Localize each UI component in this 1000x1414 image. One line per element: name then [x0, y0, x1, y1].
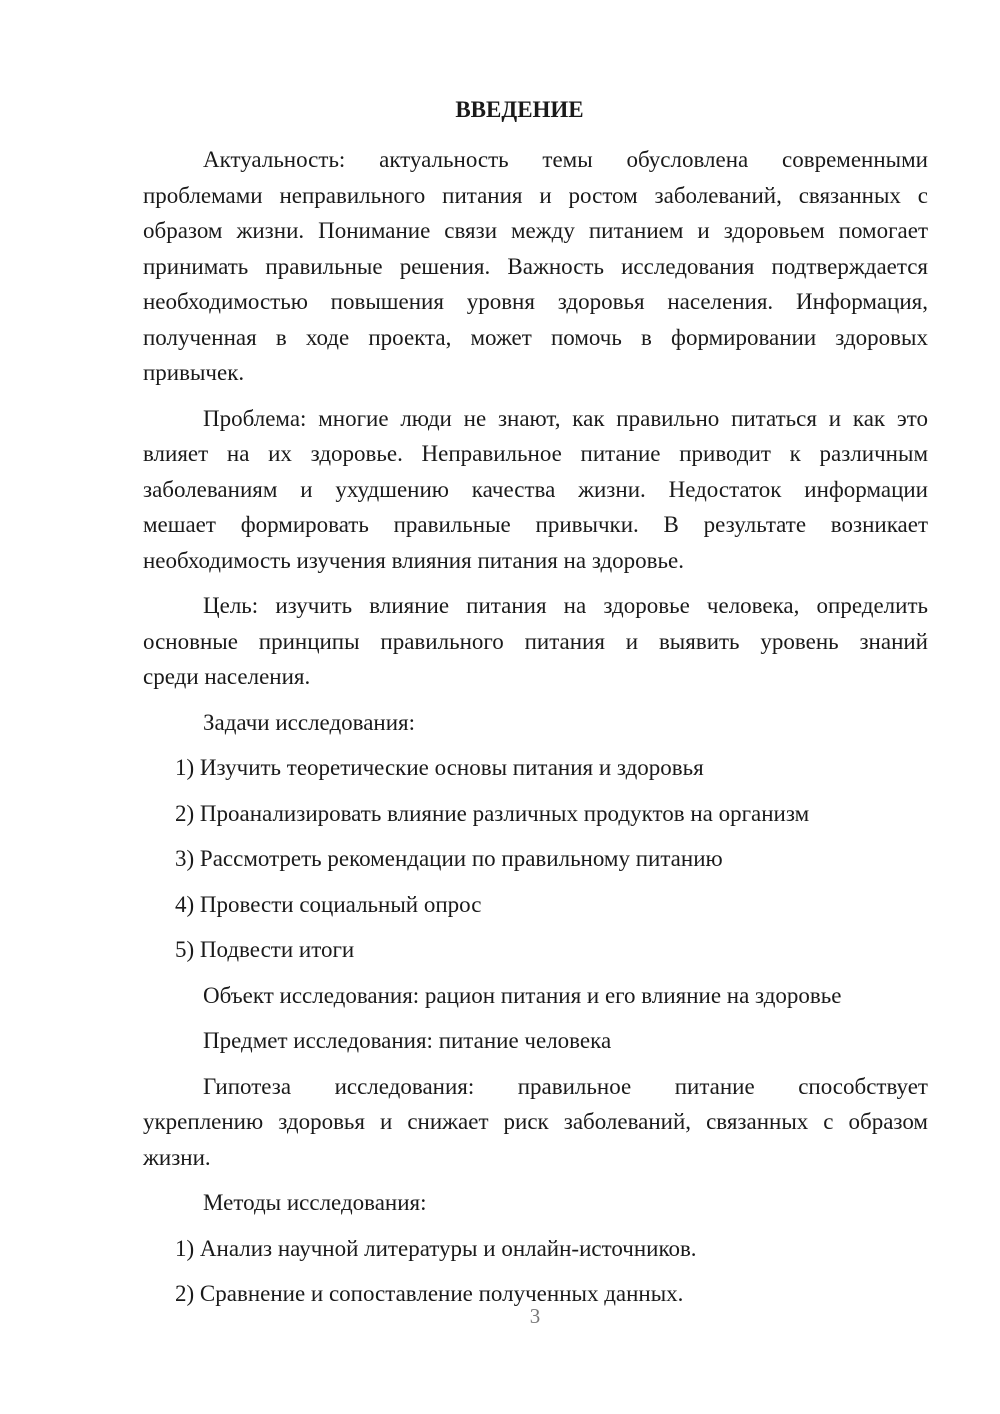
- text-line: укреплению здоровья и снижает риск заболеваний, связанных с образом: [143, 1109, 928, 1134]
- tasks-heading: [143, 705, 928, 741]
- text-line: проблемами неправильного питания и ростом заболеваний, связанных с: [143, 182, 928, 208]
- text-line: 2) Проанализировать влияние различных продуктов на организм: [175, 800, 810, 826]
- text-line: Гипотеза исследования: правильное питание способствует: [203, 1073, 928, 1099]
- problem-paragraph: [143, 401, 928, 579]
- hypothesis-paragraph: [143, 1069, 928, 1176]
- text-line: 1) Анализ научной литературы и онлайн-источников.: [175, 1235, 697, 1261]
- task-item: [143, 841, 928, 877]
- text-line: Цель: изучить влияние питания на здоровье человека, определить: [203, 593, 928, 618]
- text-line: образом жизни. Понимание связи между питанием и здоровьем помогает: [143, 218, 928, 243]
- text-line: Задачи исследования:: [203, 709, 416, 735]
- subject-paragraph: [143, 1023, 928, 1059]
- task-item: [143, 932, 928, 968]
- text-line: полученная в ходе проекта, может помочь в формировании здоровых: [143, 324, 928, 350]
- method-item: [143, 1231, 928, 1267]
- page-number: 3: [529, 1304, 541, 1328]
- task-item: [143, 887, 928, 923]
- text-line: необходимость изучения влияния питания на здоровье.: [143, 547, 684, 573]
- text-line: необходимостью повышения уровня здоровья населения. Информация,: [143, 289, 928, 314]
- relevance-paragraph: [143, 142, 928, 391]
- text-line: среди населения.: [143, 664, 311, 689]
- document-page: [143, 92, 928, 1312]
- text-line: основные принципы правильного питания и выявить уровень знаний: [143, 628, 928, 654]
- text-line: заболеваниям и ухудшению качества жизни. Недостаток информации: [143, 476, 928, 502]
- text-line: Методы исследования:: [203, 1190, 427, 1215]
- section-title: [143, 92, 928, 128]
- text-line: Актуальность: актуальность темы обусловлена современными: [203, 147, 928, 172]
- text-line: привычек.: [143, 360, 245, 385]
- methods-heading: [143, 1185, 928, 1221]
- text-line: 1) Изучить теоретические основы питания и здоровья: [175, 755, 704, 780]
- text-line: Предмет исследования: питание человека: [203, 1028, 612, 1053]
- text-line: Объект исследования: рацион питания и его влияние на здоровье: [203, 982, 842, 1008]
- text-line: 5) Подвести итоги: [175, 937, 355, 962]
- text-line: 2) Сравнение и сопоставление полученных данных.: [175, 1281, 684, 1306]
- text-line: 3) Рассмотреть рекомендации по правильному питанию: [175, 846, 723, 871]
- task-item: [143, 796, 928, 832]
- text-line: принимать правильные решения. Важность исследования подтверждается: [143, 253, 928, 279]
- document-body: [143, 142, 928, 1312]
- text-line: жизни.: [143, 1144, 211, 1170]
- section-title-text: ВВЕДЕНИЕ: [455, 97, 584, 122]
- text-line: Проблема: многие люди не знают, как правильно питаться и как это: [203, 405, 928, 431]
- goal-paragraph: [143, 588, 928, 695]
- object-paragraph: [143, 978, 928, 1014]
- task-item: [143, 750, 928, 786]
- text-line: влияет на их здоровье. Неправильное питание приводит к различным: [143, 441, 928, 466]
- text-line: мешает формировать правильные привычки. В результате возникает: [143, 512, 928, 537]
- text-line: 4) Провести социальный опрос: [175, 891, 482, 917]
